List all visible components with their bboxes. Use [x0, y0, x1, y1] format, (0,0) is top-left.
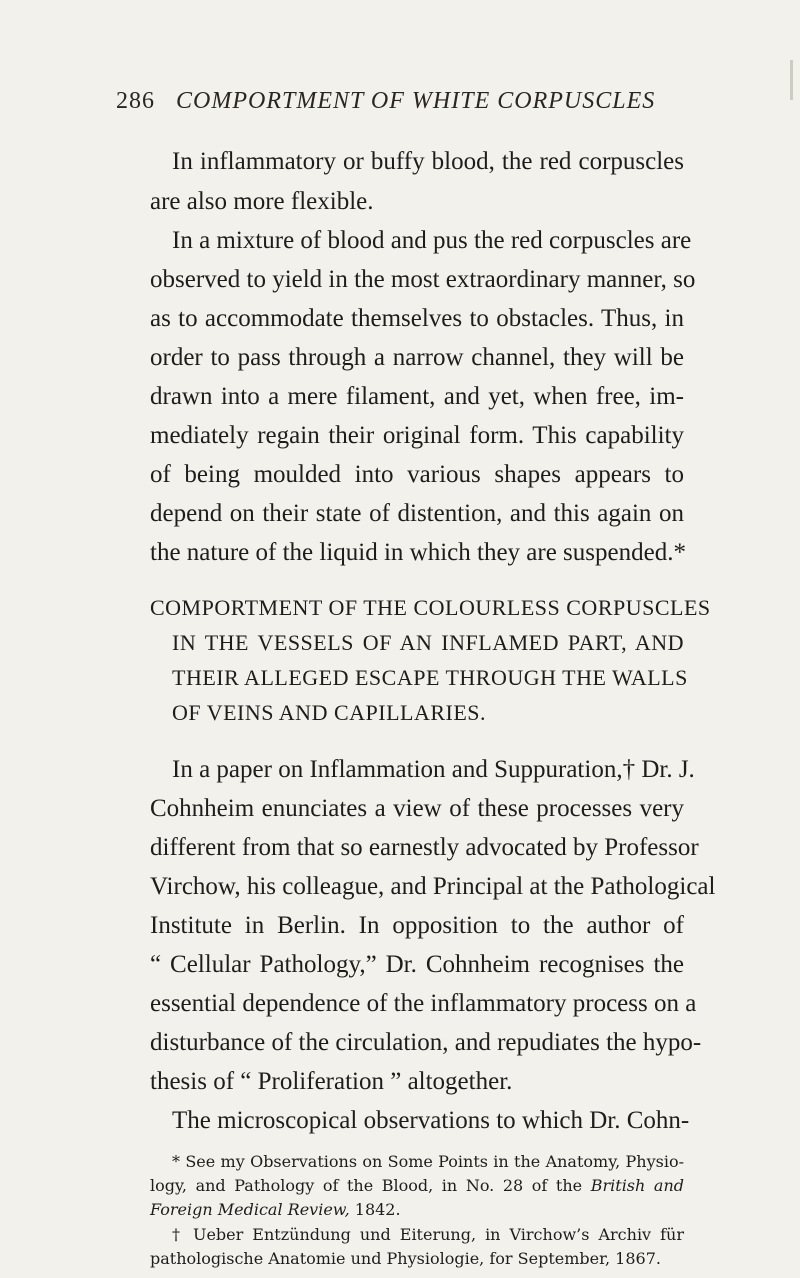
footnote-line — [150, 1198, 684, 1222]
footnote-line: † Ueber Entzündung und Eiterung, in Virchow’s Archiv für — [172, 1225, 684, 1244]
text-line: different from that so earnestly advocated by Professor — [150, 834, 699, 861]
text-line: thesis of “ Proliferation ” altogether. — [150, 1068, 513, 1095]
section-heading-line: OF VEINS AND CAPILLARIES. — [172, 700, 487, 725]
text-line: are also more flexible. — [150, 188, 374, 215]
section-heading-line: IN THE VESSELS OF AN INFLAMED PART, AND — [172, 630, 684, 655]
footnote-line: * See my Observations on Some Points in the Anatomy, Physio- — [172, 1152, 684, 1171]
page-edge-mark — [790, 60, 793, 100]
text-line: order to pass through a narrow channel, they will be — [150, 344, 684, 371]
text-line: depend on their state of distention, and this again on — [150, 500, 684, 527]
text-line: In inflammatory or buffy blood, the red corpuscles — [172, 148, 684, 175]
text-line: In a paper on Inflammation and Suppuration,† Dr. J. — [172, 756, 695, 783]
footnote-journal-title: British and — [590, 1176, 684, 1195]
text-line: In a mixture of blood and pus the red corpuscles are — [172, 227, 692, 254]
running-header — [116, 88, 696, 115]
text-line: Virchow, his colleague, and Principal at the Pathological — [150, 873, 716, 900]
running-title: COMPORTMENT OF WHITE CORPUSCLES — [176, 88, 656, 114]
footnote-text: 1842. — [349, 1200, 401, 1219]
section-heading-line: THEIR ALLEGED ESCAPE THROUGH THE WALLS — [172, 665, 688, 690]
footnote-journal-title: Foreign Medical Review, — [150, 1200, 350, 1219]
page-number: 286 — [116, 88, 155, 114]
text-line: The microscopical observations to which Dr. Cohn- — [172, 1107, 690, 1134]
text-line: Institute in Berlin. In opposition to the author of — [150, 912, 684, 939]
text-line: observed to yield in the most extraordinary manner, so — [150, 266, 696, 293]
text-line: disturbance of the circulation, and repudiates the hypo- — [150, 1029, 702, 1056]
text-line: essential dependence of the inflammatory process on a — [150, 990, 697, 1017]
footnote-text: logy, and Pathology of the Blood, in No. 28 of the — [150, 1176, 591, 1195]
text-line: mediately regain their original form. This capability — [150, 422, 684, 449]
footnote-line: pathologische Anatomie und Physiologie, for September, 1867. — [150, 1249, 661, 1268]
footnote-line — [150, 1174, 684, 1198]
text-line: drawn into a mere filament, and yet, when free, im- — [150, 383, 684, 410]
section-heading-line: COMPORTMENT OF THE COLOURLESS CORPUSCLES — [150, 595, 711, 620]
text-line: “ Cellular Pathology,” Dr. Cohnheim recognises the — [150, 951, 684, 978]
text-line: of being moulded into various shapes appears to — [150, 461, 684, 488]
text-line: as to accommodate themselves to obstacles. Thus, in — [150, 305, 684, 332]
text-line: the nature of the liquid in which they are suspended.* — [150, 539, 686, 566]
text-line: Cohnheim enunciates a view of these processes very — [150, 795, 684, 822]
